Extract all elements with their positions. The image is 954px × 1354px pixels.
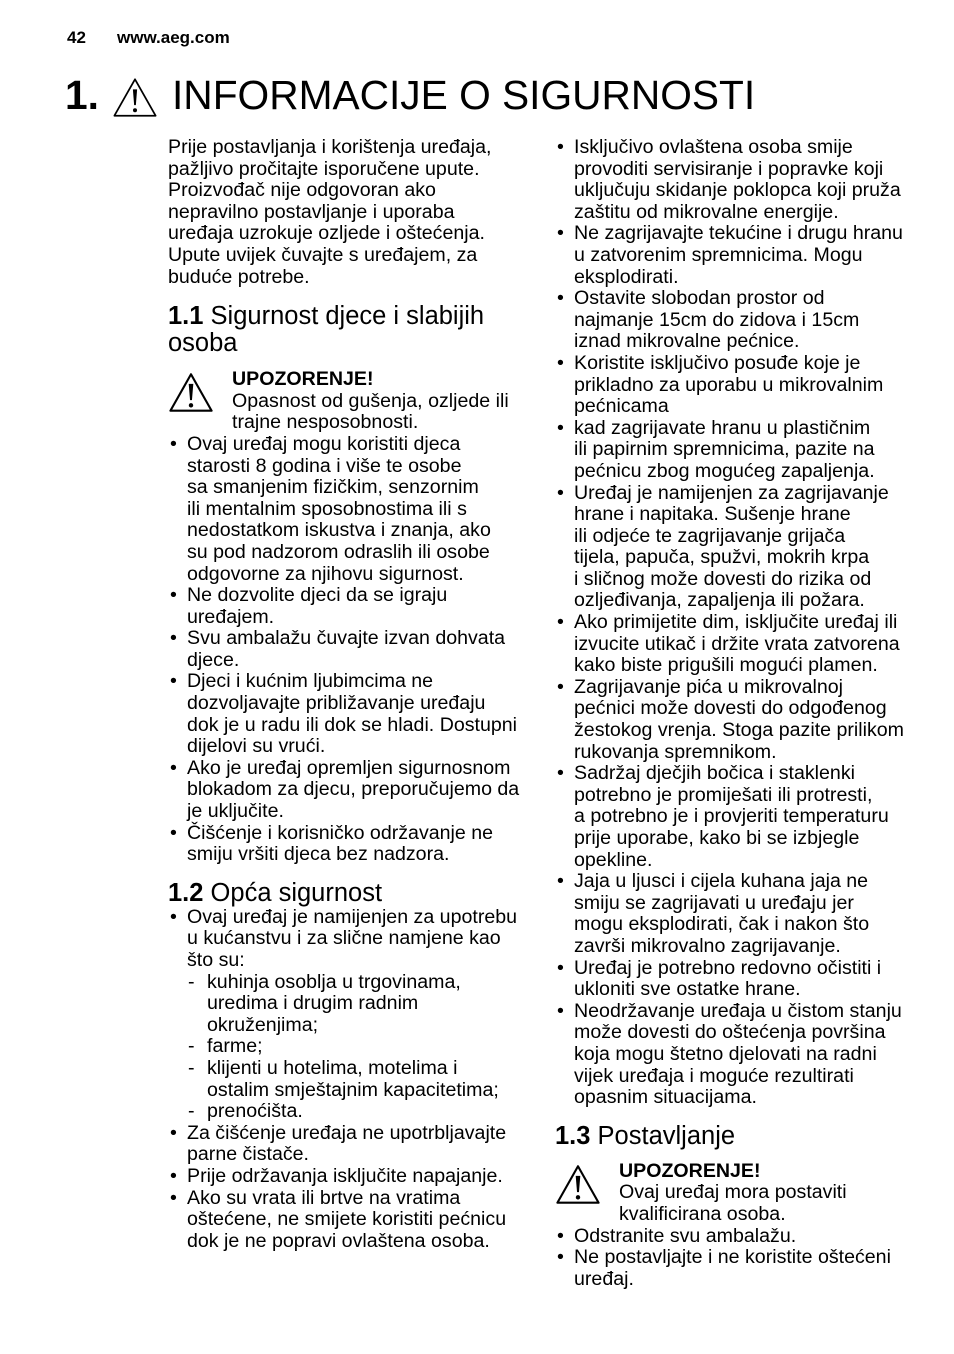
list-item-text: • Isključivo ovlaštena osoba smije provoditi servisiranje i popravke koji uključuju skidanje poklopca koji pruža zaštitu od mikrovalne energije. xyxy=(574,136,901,223)
list-item-text: • Prije održavanja isključite napajanje. xyxy=(187,1164,503,1187)
list-item-text: • Odstranite svu ambalažu. xyxy=(574,1224,797,1247)
sublist-item xyxy=(187,972,524,1037)
list-item xyxy=(555,1001,920,1109)
sublist-item xyxy=(187,1036,524,1058)
sublist-item xyxy=(187,1101,524,1123)
section-title: Sigurnost djece i slabijih osoba xyxy=(168,302,485,358)
list-item-text: • Ako je uređaj opremljen sigurnosnom blokadom za djecu, preporučujemo da je uključite. xyxy=(187,756,520,823)
intro-paragraph: Prije postavljanja i korištenja uređaja, pažljivo pročitajte isporučene upute. Proizvođač nije odgovoran ako nepravilno postavljanje i uporaba uređaja uzrokuje ozljede i oštećenja. Upute uvijek čuvajte s uređajem, za buduće potrebe. xyxy=(168,136,492,288)
section-number: 1.2 xyxy=(168,878,204,907)
list-item-text: • Ne postavljajte i ne koristite oštećeni uređaj. xyxy=(574,1246,891,1290)
list-item-text: • kad zagrijavate hranu u plastičnim ili papirnim spremnicima, pazite na pećnicu zbog mogućeg zapaljenja. xyxy=(574,416,875,482)
list-item xyxy=(168,758,524,823)
list-item xyxy=(555,763,920,871)
list-item-text: • Jaja u ljusci i cijela kuhana jaja ne smiju se zagrijavati u uređaju jer mogu eksplodirati, čak i nakon što završi mikrovalno zagrijavanje. xyxy=(574,870,870,957)
warning-triangle-icon xyxy=(168,371,214,414)
list-item-text: • Djeci i kućnim ljubimcima ne dozvoljavajte približavanje uređaju dok je u radu ili dok se hladi. Dostupni dijelovi su vrući. xyxy=(187,670,518,758)
list-item xyxy=(168,434,524,585)
warning-triangle-icon xyxy=(112,76,158,119)
left-column xyxy=(168,137,524,1252)
list-item-text: • Uređaj je namijenjen za zagrijavanje hrane i napitaka. Sušenje hrane ili odjeće te zagrijavanje grijača tijela, papuča, spužvi, mokrih krpa i sličnog može dovesti do rizika od ozljeđivanja, zapaljenja ili požara. xyxy=(574,481,889,612)
list-item xyxy=(168,671,524,757)
section-title: Postavljanje xyxy=(597,1121,736,1150)
list-item-text: • Ovaj uređaj je namijenjen za upotrebu u kućanstvu i za slične namjene kao što su: xyxy=(187,905,518,971)
list-item xyxy=(168,628,524,671)
sublist-item-text: - farme; xyxy=(207,1035,263,1058)
list-item-text: • Uređaj je potrebno redovno očistiti i ukloniti sve ostatke hrane. xyxy=(574,956,882,1001)
list-item xyxy=(168,1123,524,1166)
list-item xyxy=(168,1188,524,1253)
section-heading-1-3 xyxy=(555,1123,920,1150)
list-item-text: • Neodržavanje uređaja u čistom stanju može dovesti do oštećenja površina koja mogu štetno djelovati na radni vijek uređaja i moguće rezultirati opasnim situacijama. xyxy=(574,999,902,1109)
sublist-item-text: - prenoćišta. xyxy=(207,1100,303,1123)
list-item-text: • Koristite isključivo posuđe koje je prikladno za uporabu u mikrovalnim pećnicama xyxy=(574,351,884,418)
list-item xyxy=(555,1247,920,1290)
section-heading-1-2 xyxy=(168,880,524,907)
list-item-text: • Čišćenje i korisničko održavanje ne smiju vršiti djeca bez nadzora. xyxy=(187,821,494,866)
list-item-text: • Ovaj uređaj mogu koristiti djeca starosti 8 godina i više te osobe sa smanjenim fizičkim, senzornim ili mentalnim sposobnostima ili s nedostatkom iskustva i znanja, ako su pod nadzorom odraslih ili osobe odgovorne za njihovu sigurnost. xyxy=(187,432,491,585)
list-item xyxy=(168,823,524,866)
list-item-text: • Ako su vrata ili brtve na vratima oštećene, ne smijete koristiti pećnicu dok je ne popravi ovlaštena osoba. xyxy=(187,1186,507,1252)
list-item xyxy=(555,677,920,763)
list-item xyxy=(555,483,920,613)
list-item xyxy=(555,353,920,418)
list-item-text: • Za čišćenje uređaja ne upotrbljavajte parne čistače. xyxy=(187,1121,507,1166)
dash-sublist xyxy=(187,972,524,1123)
chapter-number: 1. xyxy=(65,72,99,118)
list-item xyxy=(168,1166,524,1188)
list-item xyxy=(555,871,920,957)
list-item xyxy=(555,958,920,1001)
right-column xyxy=(555,137,920,1290)
bullet-list-1-1 xyxy=(168,434,524,866)
list-item xyxy=(555,418,920,483)
bullet-list-1-2-continued xyxy=(555,137,920,1109)
section-heading-1-1 xyxy=(168,303,524,357)
sublist-item-text: - klijenti u hotelima, motelima i ostalim smještajnim kapacitetima; xyxy=(207,1056,499,1101)
chapter-title: INFORMACIJE O SIGURNOSTI xyxy=(172,72,756,118)
list-item-text: • Ostavite slobodan prostor od najmanje 15cm do zidova i 15cm iznad mikrovalne pećnice. xyxy=(574,287,860,353)
warning-text: Ovaj uređaj mora postaviti kvalificirana osoba. xyxy=(619,1181,847,1225)
warning-text: Opasnost od gušenja, ozljede ili trajne nesposobnosti. xyxy=(232,389,509,434)
list-item xyxy=(555,612,920,677)
list-item-text: • Ne zagrijavajte tekućine i drugu hranu u zatvorenim spremnicima. Mogu eksplodirati. xyxy=(574,222,903,288)
warning-box xyxy=(555,1161,920,1226)
list-item xyxy=(168,907,524,1123)
list-item-text: • Sadržaj dječjih bočica i staklenki potrebno je promiješati ili protresti, a potrebno je i provjeriti temperaturu prije uporabe, kako bi se izbjegle opekline. xyxy=(574,762,889,871)
warning-label: UPOZORENJE! xyxy=(232,368,374,391)
sublist-item-text: - kuhinja osoblja u trgovinama, uredima i drugim radnim okruženjima; xyxy=(207,970,461,1036)
list-item xyxy=(555,223,920,288)
page-number: 42 xyxy=(67,28,86,47)
list-item xyxy=(555,1226,920,1248)
list-item-text: • Ne dozvolite djeci da se igraju uređajem. xyxy=(187,584,448,628)
warning-label: UPOZORENJE! xyxy=(619,1159,761,1182)
bullet-list-1-2 xyxy=(168,907,524,1253)
sublist-item xyxy=(187,1058,524,1101)
warning-box xyxy=(168,369,524,434)
section-number: 1.1 xyxy=(168,302,204,331)
website-url: www.aeg.com xyxy=(117,28,230,47)
bullet-list-1-3 xyxy=(555,1226,920,1291)
list-item xyxy=(555,137,920,223)
list-item xyxy=(555,288,920,353)
section-number: 1.3 xyxy=(555,1121,591,1150)
list-item xyxy=(168,585,524,628)
list-item-text: • Svu ambalažu čuvajte izvan dohvata djece. xyxy=(187,627,506,671)
list-item-text: • Zagrijavanje pića u mikrovalnoj pećnici može dovesti do odgođenog žestokog vrenja. Stoga pazite prilikom rukovanja spremnikom. xyxy=(574,675,904,763)
warning-triangle-icon xyxy=(555,1163,601,1206)
section-title: Opća sigurnost xyxy=(210,878,383,907)
list-item-text: • Ako primijetite dim, isključite uređaj ili izvucite utikač i držite vrata zatvorena kako biste prigušili mogući plamen. xyxy=(574,611,900,677)
